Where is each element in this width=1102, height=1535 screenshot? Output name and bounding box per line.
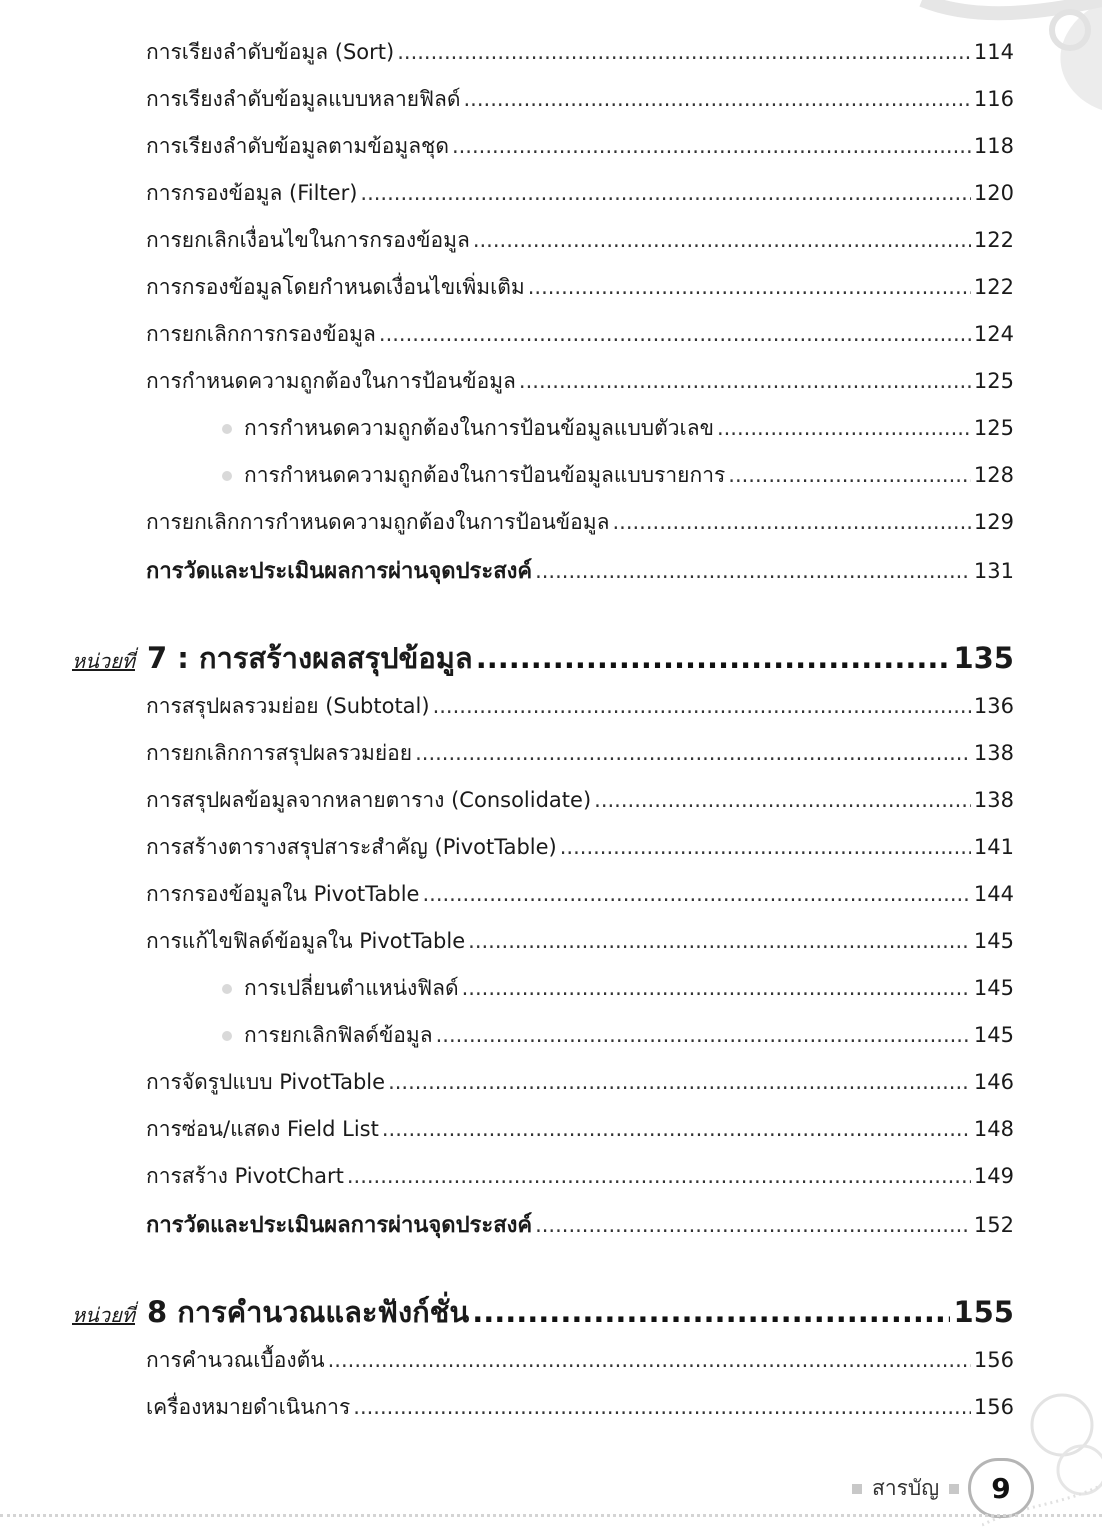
toc-entry-page: 128 <box>973 463 1014 487</box>
unit-heading-label: 7 : การสร้างผลสรุปข้อมูล <box>147 641 473 675</box>
dot-leader <box>433 694 971 718</box>
dot-leader <box>535 1213 971 1237</box>
toc-entry-title: การจัดรูปแบบ PivotTable <box>146 1070 386 1094</box>
toc-entry[interactable] <box>0 784 1102 814</box>
toc-entry-page: 152 <box>973 1213 1014 1237</box>
bullet-icon <box>222 984 232 994</box>
footer-dotted-rule <box>0 1514 1102 1517</box>
toc-entry[interactable] <box>0 1066 1102 1096</box>
toc-entry[interactable] <box>0 1113 1102 1143</box>
toc-entry-page: 145 <box>973 976 1014 1000</box>
toc-entry-title: การสร้าง PivotChart <box>146 1164 344 1188</box>
dot-leader <box>519 369 971 393</box>
toc-entry-page: 146 <box>973 1070 1014 1094</box>
dot-leader <box>476 641 951 675</box>
toc-entry-title: การสรุปผลข้อมูลจากหลายตาราง (Consolidate) <box>146 788 592 812</box>
toc-entry-page: 148 <box>973 1117 1014 1141</box>
toc-subentry-title <box>0 972 459 1005</box>
toc-entry-page: 129 <box>973 510 1014 534</box>
dot-leader <box>612 510 970 534</box>
toc-entry-title: การยกเลิกการสรุปผลรวมย่อย <box>146 741 413 765</box>
toc-subentry-title <box>0 459 725 492</box>
toc-entry[interactable] <box>0 271 1102 301</box>
toc-entry-page: 141 <box>973 835 1014 859</box>
toc-entry[interactable] <box>0 506 1102 536</box>
toc-subentry-title <box>0 1019 433 1052</box>
dot-leader <box>388 1070 971 1094</box>
toc-entry-page: 114 <box>973 40 1014 64</box>
unit-heading-page: 135 <box>953 641 1014 675</box>
toc-entry-assessment[interactable] <box>0 553 1102 583</box>
toc-entry-page: 122 <box>973 228 1014 252</box>
unit-heading-label: 8 การคำนวณและฟังก์ชั่น <box>147 1295 470 1329</box>
toc-subentry[interactable] <box>0 459 1102 489</box>
toc-entry[interactable] <box>0 690 1102 720</box>
footer-section-label <box>842 1472 969 1505</box>
toc-entry-page: 131 <box>973 559 1014 583</box>
toc-entry[interactable] <box>0 224 1102 254</box>
dot-leader <box>528 275 971 299</box>
toc-entry[interactable] <box>0 737 1102 767</box>
toc-entry-page: 144 <box>973 882 1014 906</box>
unit-prefix: หน่วยที่ <box>72 649 135 673</box>
dot-leader <box>415 741 971 765</box>
unit-heading-page: 155 <box>953 1295 1014 1329</box>
square-bullet-icon <box>949 1484 959 1494</box>
toc-entry[interactable] <box>0 318 1102 348</box>
square-bullet-icon <box>852 1484 862 1494</box>
dot-leader <box>360 181 971 205</box>
dot-leader <box>594 788 971 812</box>
toc-entry-page: 116 <box>973 87 1014 111</box>
toc-entry[interactable] <box>0 177 1102 207</box>
dot-leader <box>436 1023 971 1047</box>
unit-heading-8[interactable] <box>0 1289 1102 1329</box>
toc-entry-page: 145 <box>973 1023 1014 1047</box>
toc-subentry-label: การเปลี่ยนตำแหน่งฟิลด์ <box>244 976 459 1000</box>
toc-entry[interactable] <box>0 831 1102 861</box>
toc-entry[interactable] <box>0 36 1102 66</box>
toc-entry[interactable] <box>0 1391 1102 1421</box>
dot-leader <box>535 559 971 583</box>
footer-section-text: สารบัญ <box>872 1476 940 1500</box>
dot-leader <box>328 1348 971 1372</box>
toc-entry[interactable] <box>0 925 1102 955</box>
toc-subentry-label: การกำหนดความถูกต้องในการป้อนข้อมูลแบบตัวเลข <box>244 416 714 440</box>
toc-entry-page: 156 <box>973 1395 1014 1419</box>
toc-subentry[interactable] <box>0 972 1102 1002</box>
page-number-badge <box>968 1458 1034 1518</box>
dot-leader <box>464 87 971 111</box>
dot-leader <box>560 835 971 859</box>
unit-prefix: หน่วยที่ <box>72 1303 135 1327</box>
toc-entry-title: การคำนวณเบื้องต้น <box>146 1348 325 1372</box>
toc-entry-title: การสร้างตารางสรุปสาระสำคัญ (PivotTable) <box>146 835 557 859</box>
toc-subentry[interactable] <box>0 1019 1102 1049</box>
toc-entry[interactable] <box>0 1344 1102 1374</box>
toc-entry-page: 120 <box>973 181 1014 205</box>
bullet-icon <box>222 1031 232 1041</box>
toc-entry[interactable] <box>0 1160 1102 1190</box>
toc-entry-title: การเรียงลำดับข้อมูลตามข้อมูลชุด <box>146 134 449 158</box>
toc-entry-title: เครื่องหมายดำเนินการ <box>146 1395 351 1419</box>
toc-entry[interactable] <box>0 365 1102 395</box>
toc-entry[interactable] <box>0 83 1102 113</box>
toc-entry-title: การกรองข้อมูลใน PivotTable <box>146 882 420 906</box>
unit-heading-7[interactable] <box>0 635 1102 675</box>
unit-heading-title <box>0 635 473 681</box>
toc-entry-title: การซ่อน/แสดง Field List <box>146 1117 379 1141</box>
toc-subentry[interactable] <box>0 412 1102 442</box>
dot-leader <box>379 322 971 346</box>
toc-entry-title: การสรุปผลรวมย่อย (Subtotal) <box>146 694 430 718</box>
dot-leader <box>472 1295 950 1329</box>
dot-leader <box>728 463 971 487</box>
toc-entry-title: การวัดและประเมินผลการผ่านจุดประสงค์ <box>146 1213 533 1238</box>
toc-entry[interactable] <box>0 878 1102 908</box>
toc-subentry-label: การกำหนดความถูกต้องในการป้อนข้อมูลแบบรายการ <box>244 463 726 487</box>
toc-entry-title: การยกเลิกการกำหนดความถูกต้องในการป้อนข้อมูล <box>146 510 610 534</box>
toc-entry[interactable] <box>0 130 1102 160</box>
dot-leader <box>462 976 971 1000</box>
toc-entry-title: การเรียงลำดับข้อมูลแบบหลายฟิลด์ <box>146 87 461 111</box>
toc-entry-title: การยกเลิกการกรองข้อมูล <box>146 322 376 346</box>
toc-entry-page: 145 <box>973 929 1014 953</box>
unit-heading-title <box>0 1289 469 1335</box>
toc-subentry-title <box>0 412 714 445</box>
dot-leader <box>717 416 971 440</box>
toc-entry-title: การกรองข้อมูล (Filter) <box>146 181 358 205</box>
toc-entry-page: 136 <box>973 694 1014 718</box>
toc-entry-page: 138 <box>973 741 1014 765</box>
toc-entry-title: การกำหนดความถูกต้องในการป้อนข้อมูล <box>146 369 516 393</box>
toc-entry-page: 149 <box>973 1164 1014 1188</box>
toc-entry-title: การเรียงลำดับข้อมูล (Sort) <box>146 40 395 64</box>
dot-leader <box>468 929 971 953</box>
dot-leader <box>347 1164 971 1188</box>
toc-entry-page: 125 <box>973 369 1014 393</box>
toc-entry-page: 138 <box>973 788 1014 812</box>
toc-entry-assessment[interactable] <box>0 1207 1102 1237</box>
toc-entry-page: 122 <box>973 275 1014 299</box>
dot-leader <box>353 1395 971 1419</box>
toc-entry-title: การวัดและประเมินผลการผ่านจุดประสงค์ <box>146 559 533 584</box>
page-number: 9 <box>991 1471 1011 1505</box>
dot-leader <box>452 134 971 158</box>
toc-entry-title: การยกเลิกเงื่อนไขในการกรองข้อมูล <box>146 228 470 252</box>
toc-entry-page: 125 <box>973 416 1014 440</box>
toc-entry-page: 156 <box>973 1348 1014 1372</box>
toc-entry-page: 118 <box>973 134 1014 158</box>
dot-leader <box>397 40 971 64</box>
dot-leader <box>382 1117 971 1141</box>
bullet-icon <box>222 424 232 434</box>
toc-entry-title: การแก้ไขฟิลด์ข้อมูลใน PivotTable <box>146 929 466 953</box>
toc-entry-page: 124 <box>973 322 1014 346</box>
dot-leader <box>422 882 970 906</box>
toc-subentry-label: การยกเลิกฟิลด์ข้อมูล <box>244 1023 433 1047</box>
bullet-icon <box>222 471 232 481</box>
toc-entry-title: การกรองข้อมูลโดยกำหนดเงื่อนไขเพิ่มเติม <box>146 275 525 299</box>
dot-leader <box>473 228 971 252</box>
